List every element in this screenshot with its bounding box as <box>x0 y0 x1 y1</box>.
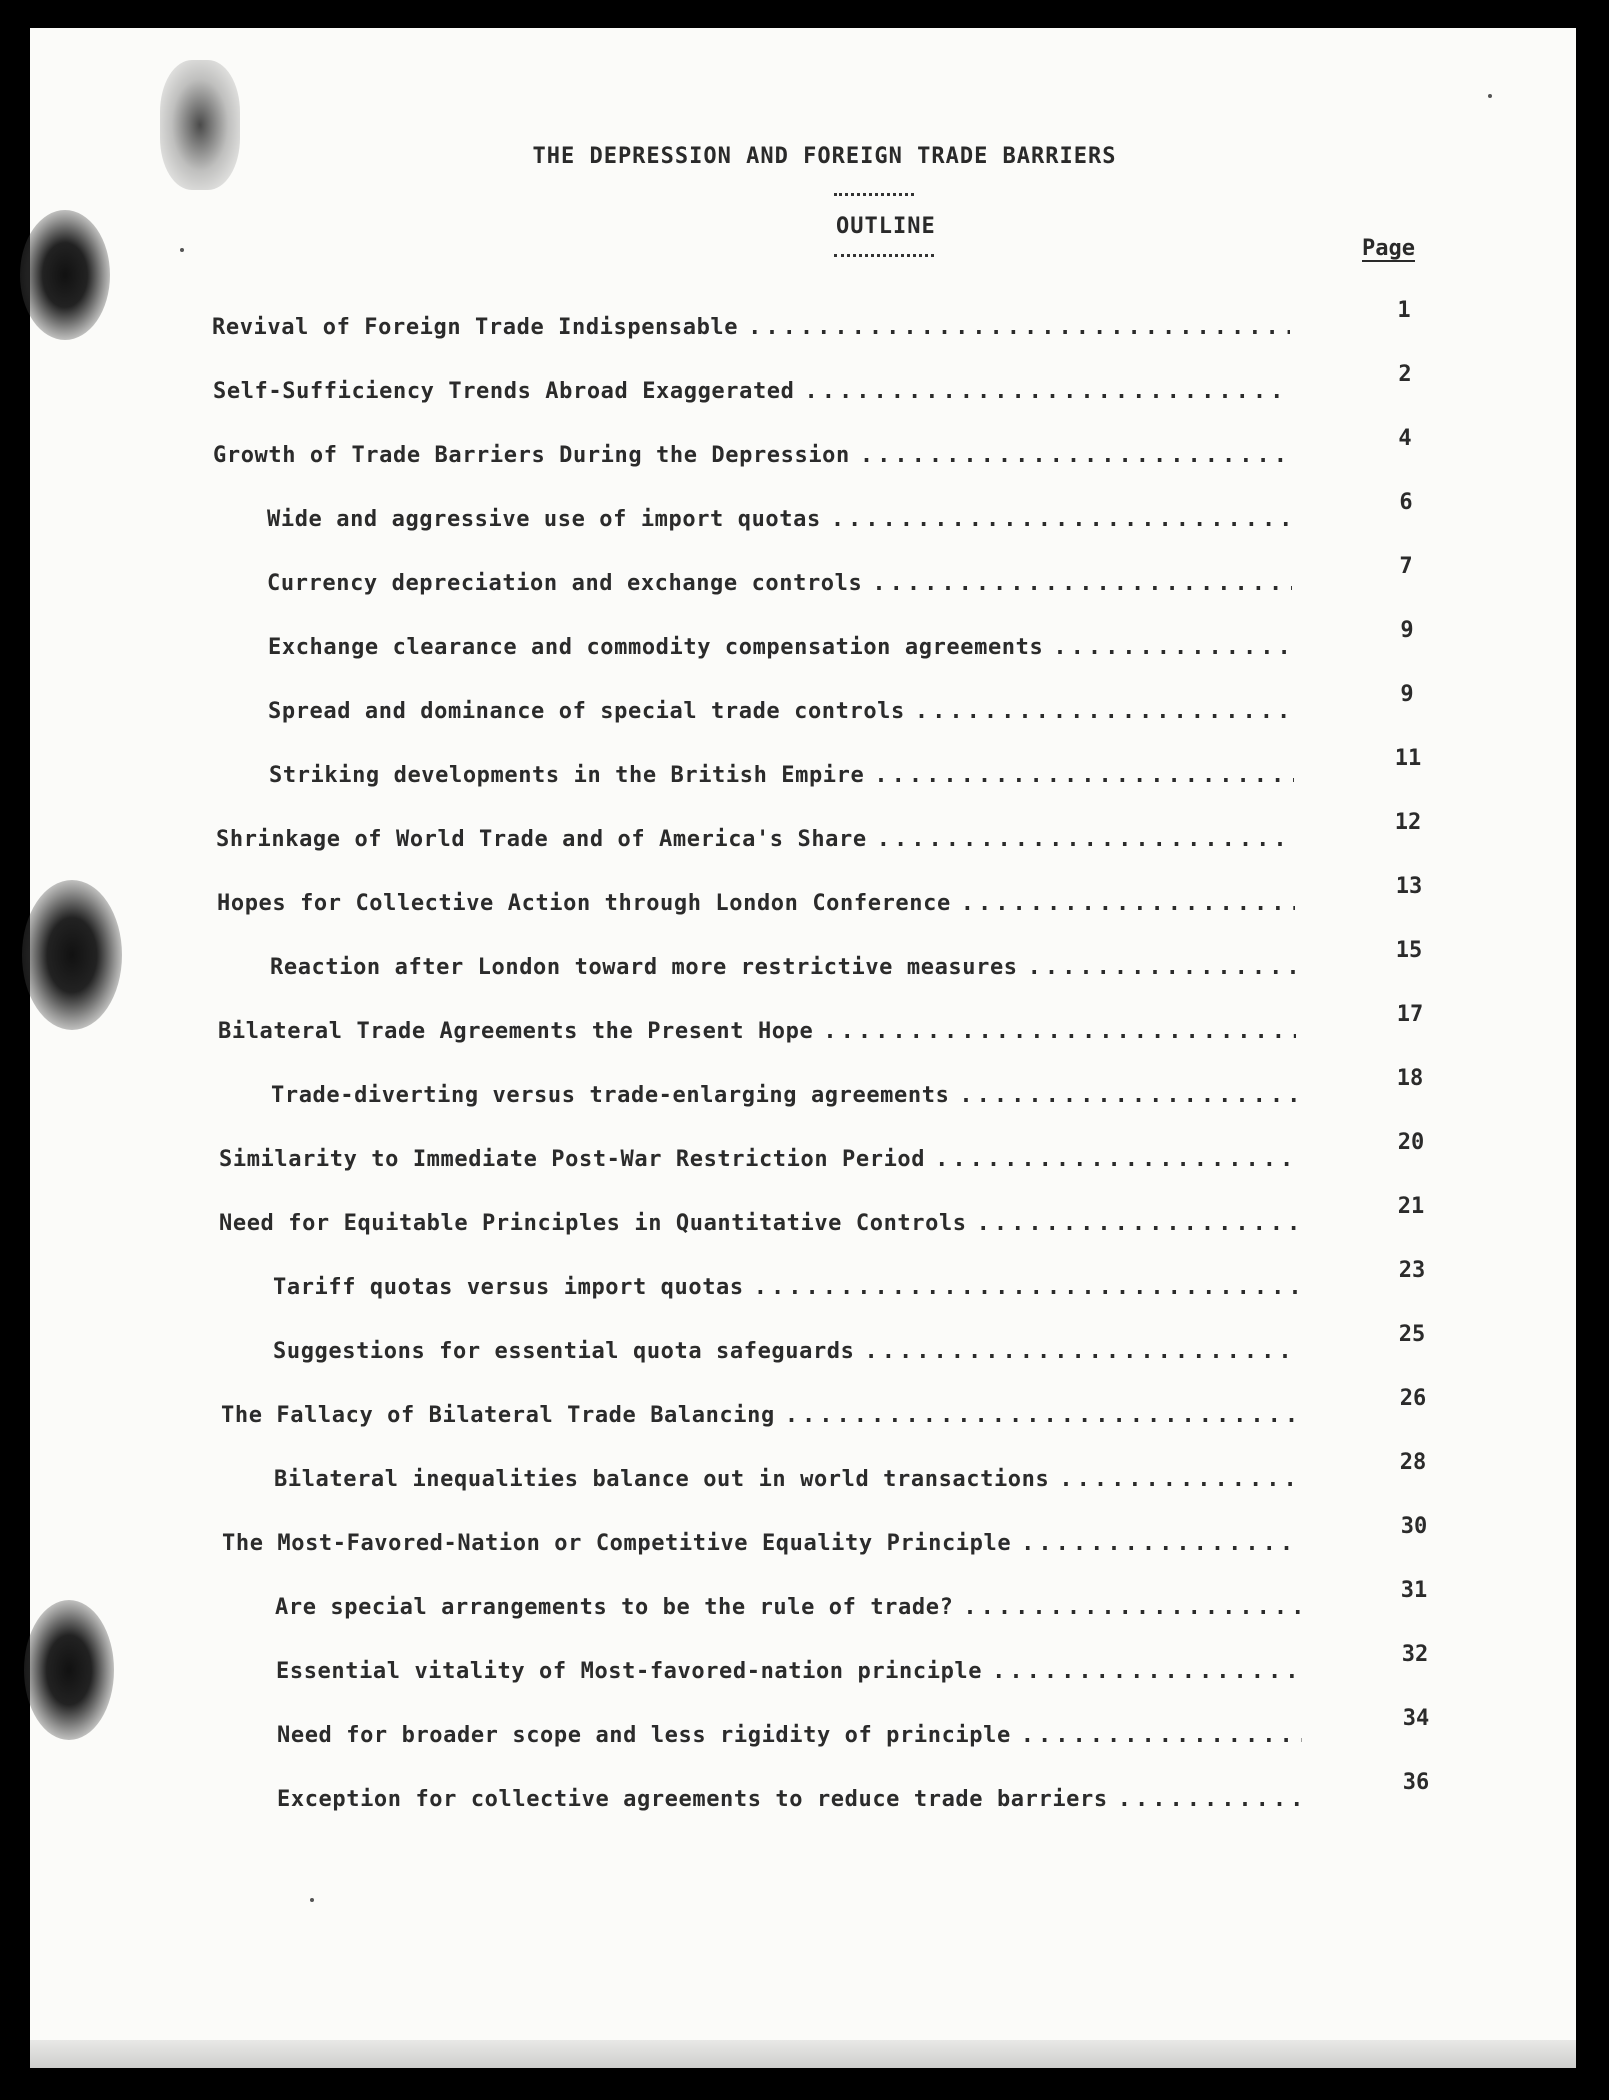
toc-subentry <box>270 948 1295 980</box>
toc-subentry <box>275 1588 1300 1620</box>
toc-page-number: 20 <box>1397 1130 1425 1155</box>
toc-entry-title: Revival of Foreign Trade Indispensable <box>212 315 739 340</box>
toc-entry-title: Trade-diverting versus trade-enlarging agreements <box>271 1083 950 1108</box>
dot-leader <box>865 1339 1299 1364</box>
toc-page-number: 7 <box>1399 554 1413 579</box>
dust-speck <box>180 248 184 252</box>
toc-subentry <box>268 628 1293 660</box>
dot-leader <box>754 1275 1298 1300</box>
toc-subentry <box>271 1076 1296 1108</box>
toc-page-number: 13 <box>1395 874 1423 899</box>
dot-leader <box>785 1403 1299 1428</box>
document-title: THE DEPRESSION AND FOREIGN TRADE BARRIERS <box>532 144 1117 169</box>
toc-entry <box>222 1524 1300 1556</box>
title-underline-rule <box>834 193 914 196</box>
dot-leader <box>831 507 1292 532</box>
toc-page-number: 17 <box>1396 1002 1424 1027</box>
toc-page-number: 25 <box>1398 1322 1426 1347</box>
toc-page-number: 15 <box>1395 938 1423 963</box>
dot-leader <box>963 1595 1300 1620</box>
toc-entry-title: Similarity to Immediate Post-War Restriction Period <box>219 1147 926 1172</box>
toc-page-number: 6 <box>1399 490 1413 515</box>
toc-page-number: 36 <box>1402 1770 1430 1795</box>
toc-subentry <box>267 564 1292 596</box>
toc-page-number: 31 <box>1400 1578 1428 1603</box>
dust-speck <box>1488 94 1492 98</box>
toc-entry-title: The Most-Favored-Nation or Competitive Equality Principle <box>222 1531 1012 1556</box>
dot-leader <box>992 1659 1301 1684</box>
dot-leader <box>877 827 1294 852</box>
toc-entry <box>217 884 1295 916</box>
toc-page-number: 23 <box>1398 1258 1426 1283</box>
page-bottom-edge <box>30 2040 1576 2068</box>
dot-leader <box>961 891 1295 916</box>
toc-entry <box>221 1396 1299 1428</box>
dot-leader <box>977 1211 1297 1236</box>
dot-leader <box>748 315 1290 340</box>
toc-entry-title: Reaction after London toward more restrictive measures <box>270 955 1018 980</box>
toc-entry <box>219 1204 1297 1236</box>
toc-entry-title: Currency depreciation and exchange controls <box>267 571 863 596</box>
toc-entry-title: Tariff quotas versus import quotas <box>273 1275 744 1300</box>
toc-subentry <box>273 1332 1298 1364</box>
punch-hole-middle <box>22 880 122 1030</box>
toc-page-number: 34 <box>1402 1706 1430 1731</box>
dot-leader <box>1053 635 1293 660</box>
toc-entry-title: Are special arrangements to be the rule of trade? <box>275 1595 954 1620</box>
toc-entry <box>213 372 1291 404</box>
outline-heading: OUTLINE <box>836 214 936 239</box>
toc-page-number: 30 <box>1400 1514 1428 1539</box>
toc-subentry <box>277 1716 1302 1748</box>
toc-entry-title: Exchange clearance and commodity compensation agreements <box>268 635 1044 660</box>
toc-page-number: 18 <box>1396 1066 1424 1091</box>
toc-entry-title: Spread and dominance of special trade controls <box>268 699 905 724</box>
toc-page-number: 1 <box>1397 298 1411 323</box>
toc-entry-title: Essential vitality of Most-favored-nation principle <box>276 1659 983 1684</box>
toc-entry-title: Suggestions for essential quota safeguards <box>273 1339 855 1364</box>
toc-entry-title: Wide and aggressive use of import quotas <box>267 507 821 532</box>
toc-entry <box>219 1140 1297 1172</box>
toc-page-number: 32 <box>1401 1642 1429 1667</box>
toc-page-number: 11 <box>1394 746 1422 771</box>
punch-hole-bottom <box>24 1600 114 1740</box>
toc-entry <box>216 820 1294 852</box>
dot-leader <box>1028 955 1295 980</box>
outline-underline-rule <box>834 254 934 257</box>
toc-subentry <box>276 1652 1301 1684</box>
page-column-label: Page <box>1362 236 1415 261</box>
dot-leader <box>1021 1723 1302 1748</box>
dot-leader <box>874 763 1294 788</box>
toc-entry-title: Striking developments in the British Empire <box>269 763 865 788</box>
dot-leader <box>935 1147 1297 1172</box>
dot-leader <box>1118 1787 1302 1812</box>
ink-smudge <box>160 60 240 190</box>
toc-subentry <box>273 1268 1298 1300</box>
dot-leader <box>823 1019 1296 1044</box>
toc-entry-title: Need for broader scope and less rigidity of principle <box>277 1723 1011 1748</box>
toc-page-number: 4 <box>1398 426 1412 451</box>
punch-hole-top <box>20 210 110 340</box>
toc-entry-title: Self-Sufficiency Trends Abroad Exaggerated <box>213 379 795 404</box>
toc-entry-title: Bilateral inequalities balance out in world transactions <box>274 1467 1050 1492</box>
toc-page-number: 9 <box>1400 682 1414 707</box>
toc-subentry <box>267 500 1292 532</box>
toc-page-number: 12 <box>1394 810 1422 835</box>
toc-entry <box>213 436 1291 468</box>
toc-entry-title: Hopes for Collective Action through London Conference <box>217 891 951 916</box>
dot-leader <box>860 443 1291 468</box>
toc-subentry <box>277 1780 1302 1812</box>
dot-leader <box>1059 1467 1299 1492</box>
toc-entry-title: Bilateral Trade Agreements the Present Hope <box>218 1019 814 1044</box>
dust-speck <box>310 1898 314 1902</box>
toc-page-number: 26 <box>1399 1386 1427 1411</box>
toc-entry <box>218 1012 1296 1044</box>
dot-leader <box>1021 1531 1300 1556</box>
toc-page-number: 9 <box>1400 618 1414 643</box>
dot-leader <box>915 699 1293 724</box>
toc-subentry <box>274 1460 1299 1492</box>
toc-page-number: 2 <box>1398 362 1412 387</box>
toc-entry <box>212 308 1290 340</box>
toc-subentry <box>269 756 1294 788</box>
dot-leader <box>959 1083 1296 1108</box>
toc-entry-title: Shrinkage of World Trade and of America's Share <box>216 827 867 852</box>
toc-page-number: 21 <box>1397 1194 1425 1219</box>
dot-leader <box>872 571 1292 596</box>
toc-page-number: 28 <box>1399 1450 1427 1475</box>
toc-subentry <box>268 692 1293 724</box>
toc-entry-title: Need for Equitable Principles in Quantitative Controls <box>219 1211 967 1236</box>
toc-entry-title: Growth of Trade Barriers During the Depression <box>213 443 850 468</box>
toc-entry-title: The Fallacy of Bilateral Trade Balancing <box>221 1403 775 1428</box>
toc-entry-title: Exception for collective agreements to reduce trade barriers <box>277 1787 1108 1812</box>
dot-leader <box>805 379 1292 404</box>
